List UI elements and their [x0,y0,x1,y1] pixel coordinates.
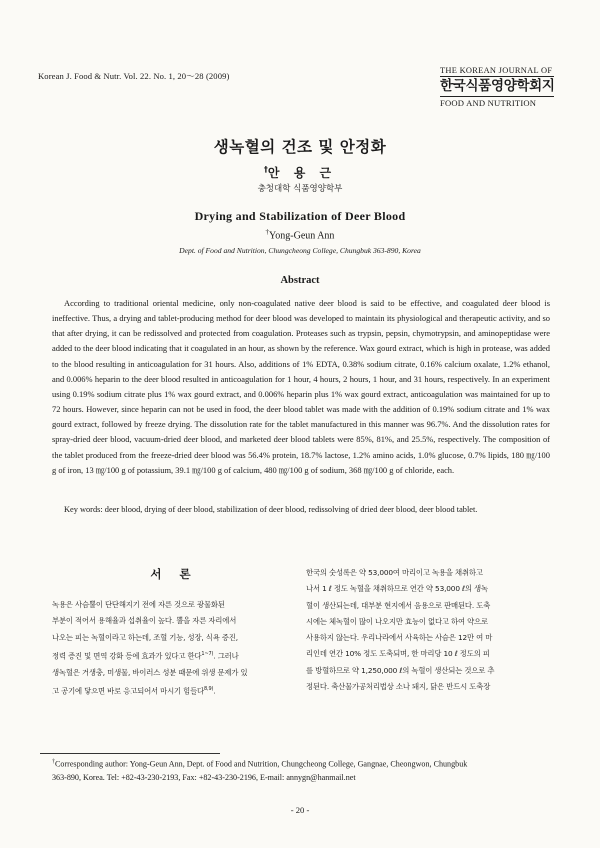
page-number: - 20 - [290,805,310,815]
footnote-line: 363-890, Korea. Tel: +82-43-230-2193, Fax: +82-43-230-2196, E-mail: annygn@hanmail.net [52,772,356,782]
text-line: 녹용은 사슴뿔이 단단해지기 전에 자른 것으로 광물화된 [52,600,225,609]
journal-name-ko: 한국식품영양학회지 [440,78,555,94]
journal-name-en-bottom: FOOD AND NUTRITION [440,98,537,108]
author-ko-dagger: † [263,165,268,174]
title-korean: 생녹혈의 건조 및 안정화 [213,138,387,156]
text-span: . 그러나 [213,651,239,661]
footnote-text: Corresponding author: Yong-Geun Ann, Dept. of Food and Nutrition, Chungcheong College, Gangnae, Cheongwon, Chungbuk [55,759,468,769]
text-line: 정된다. 축산물가공처리법상 소나 돼지, 닭은 반드시 도축장 [306,682,491,692]
affiliation-english: Dept. of Food and Nutrition, Chungcheong College, Chungbuk 363-890, Korea [179,246,421,255]
corresponding-author-footnote [52,756,562,784]
text-line: 를 방혈하므로 약 1,250,000 ℓ의 녹혈이 생산되는 것으로 추 [306,665,495,675]
abstract-body: According to traditional oriental medicine, only non-coagulated native deer blood is said to be effective, and coagulated deer blood is ineffective. Thus, a drying and tablet-producing method for deer blood was developed to maintain its physiological and therapeutic activity, and so that after drying, it can be redissolved and protected from coagulation. Proteases such as trypsin, pepsin, chymotrypsin, and aminopeptidase were added to the deer blood indicating that it coagulated in an hour, as shown by the reference. Wax gourd extract, which is high in protease, was added to the blood resulting in anticoagulation for 31 hours. Also, additions of 1% EDTA, 0.38% sodium citrate, 0.16% calcium oxalate, 1.2% ethanol, and 0.006% heparin to the deer blood resulted in anticoagulation for 1 hour, 4 hours, 2 hours, 1 hour, and 31 hours, respectively. In an experiment using 0.19% sodium citrate plus 1% wax gourd extract, and 0.006% heparin plus 1% wax gourd extract, anticoagulation was maintained for up to 72 hours. However, since heparin can not be used in food, the deer blood tablet was made with the addition of 0.19% sodium citrate and 1% wax gourd extract, followed by freeze drying. The dissolution rate for the tablet manufactured in this manner was 96.7%. And the dissolution rates for spray-dried deer blood, vacuum-dried deer blood, and marketed deer blood tablets were 85%, 81%, and 25.5%, respectively. The composition of the tablet produced from the freeze-dried deer blood was 56.4% protein, 18.7% lactose, 1.2% amino acids, 1.0% glucose, 0.7% lipids, 180 ㎎/100 g of iron, 13 ㎎/100 g of potassium, 39.1 ㎎/100 g of calcium, 480 ㎎/100 g of sodium, 368 ㎎/100 g of chloride, each. [52,298,550,475]
text-line: 나서 1 ℓ 정도 녹혈을 채취하므로 연간 약 53,000 ℓ의 생녹 [306,584,488,594]
title-english: Drying and Stabilization of Deer Blood [194,209,406,223]
text-line: 혈이 생산되는데, 대부분 현지에서 음용으로 판매된다. 도축 [306,600,491,610]
abstract-heading: Abstract [280,275,320,286]
affiliation-korean: 충청대학 식품영양학부 [257,184,343,194]
text-span: 정력 증진 및 면역 강화 등에 효과가 있다고 한다 [52,651,202,661]
text-line: 나오는 피는 녹혈이라고 하는데, 조혈 기능, 성장, 식욕 증진, [52,632,238,642]
text-line: 한국의 숫성록은 약 53,000여 마리이고 녹용을 채취하고 [306,568,483,577]
citation-ref: 1~7) [201,650,214,657]
author-korean [0,164,600,181]
footnote-divider [40,753,220,754]
text-line: 부분이 적어서 용해율과 섭취율이 높다. 뿔을 자른 자리에서 [52,616,237,626]
text-line: 사용하지 않는다. 우리나라에서 사육하는 사슴은 12만 여 마 [306,633,493,643]
intro-column-left [52,597,302,700]
text-line [52,681,302,700]
text-span: 고 공기에 닿으면 바로 응고되어서 마시기 힘들다 [52,686,204,696]
journal-citation: Korean J. Food & Nutr. Vol. 22. No. 1, 20～28 (2009) [38,71,230,81]
footnote-dagger: † [52,759,55,765]
journal-name-en-top: THE KOREAN JOURNAL OF [440,66,553,75]
text-line: 시에는 체녹혈이 많이 나오지만 효능이 없다고 하여 약으로 [306,616,488,626]
text-span: . [213,686,216,696]
journal-masthead [440,66,560,108]
author-english [0,228,600,241]
intro-column-right [306,565,556,695]
text-line: 생녹혈은 거생충, 미생물, 바이러스 성분 때문에 위생 문제가 있 [52,667,248,677]
keywords: Key words: deer blood, drying of deer blood, stabilization of deer blood, redissolving of dried deer blood, deer blood tablet. [64,505,478,514]
section-heading-introduction: 서 론 [150,567,198,581]
author-ko-name: 안 용 근 [267,166,337,180]
masthead-rule-bottom [440,96,554,97]
author-en-name: Yong-Geun Ann [269,230,335,242]
citation-ref: 8,9) [204,685,214,692]
footnote-line [52,756,562,771]
author-en-dagger: † [265,228,270,236]
text-line: 리인데 연간 10% 정도 도축되며, 한 마리당 10 ℓ 정도의 피 [306,649,490,659]
text-line [52,646,302,665]
masthead-rule-top [440,76,554,77]
